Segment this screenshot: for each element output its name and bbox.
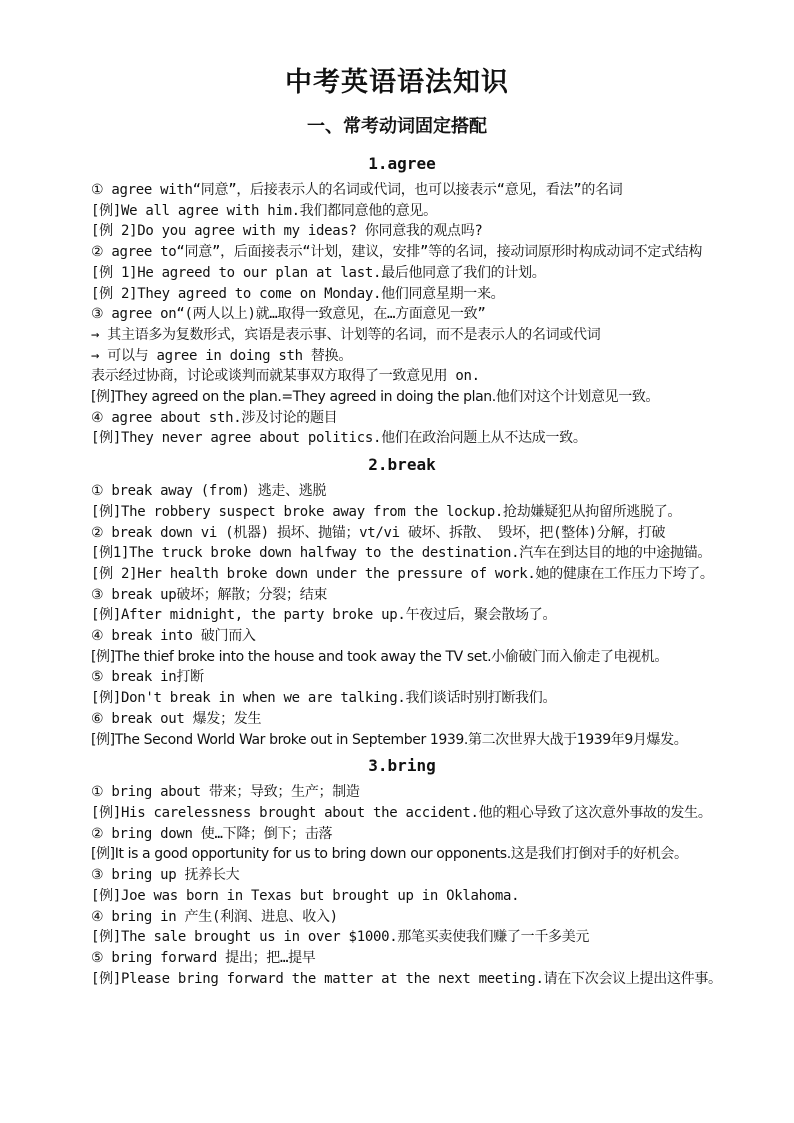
example-line: [例 2]Do you agree with my ideas? 你同意我的观点吗? xyxy=(91,223,483,240)
example-line: [例]They never agree about politics.他们在政治问题上从不达成一致。 xyxy=(91,430,587,447)
text-line: ④ bring in 产生(利润、进息、收入) xyxy=(91,908,338,925)
text-line: → 其主语多为复数形式，宾语是表示事、计划等的名词，而不是表示人的名词或代词 xyxy=(91,326,601,343)
heading-agree: 1.agree xyxy=(368,154,436,173)
example-line: [例]After midnight, the party broke up.午夜过后，聚会散场了。 xyxy=(91,607,557,624)
text-line: ③ bring up 抚养长大 xyxy=(91,867,240,884)
example-line: [例 2]They agreed to come on Monday.他们同意星期一来。 xyxy=(91,285,505,302)
text-line: ⑤ break in打断 xyxy=(91,669,204,686)
text-line: ③ break up破坏；解散；分裂；结束 xyxy=(91,586,328,603)
page-title: 中考英语语法知识 xyxy=(285,67,509,98)
example-line: [例]Don't break in when we are talking.我们谈话时别打断我们。 xyxy=(91,690,557,707)
text-line: ④ break into 破门而入 xyxy=(91,628,256,645)
text-line: ② bring down 使…下降；倒下；击落 xyxy=(91,825,333,842)
text-line: ② break down vi (机器) 损坏、抛锚；vt/vi 破坏、拆散、 毁坏，把(整体)分解，打破 xyxy=(91,524,666,541)
text-line: ① agree with“同意”，后接表示人的名词或代词，也可以接表示“意见，看法”的名词 xyxy=(91,182,623,198)
section-subtitle: 一、常考动词固定搭配 xyxy=(307,116,487,137)
example-line: [例]They agreed on the plan.=They agreed in doing the plan.他们对这个计划意见一致。 xyxy=(91,389,660,406)
example-line: [例]Joe was born in Texas but brought up in Oklahoma. xyxy=(91,887,520,904)
example-line: [例]We all agree with him.我们都同意他的意见。 xyxy=(91,202,437,219)
example-line: [例1]The truck broke down halfway to the destination.汽车在到达目的地的中途抛锚。 xyxy=(91,545,712,562)
text-line: ② agree to“同意”，后面接表示“计划，建议，安排”等的名词，接动词原形时构成动词不定式结构 xyxy=(91,244,703,261)
example-line: [例]Please bring forward the matter at the next meeting.请在下次会议上提出这件事。 xyxy=(91,970,722,987)
heading-break: 2.break xyxy=(368,455,436,475)
example-line: [例]The thief broke into the house and took away the TV set.小偷破门而入偷走了电视机。 xyxy=(91,648,668,665)
text-line: ③ agree on“(两人以上)就…取得一致意见，在…方面意见一致” xyxy=(91,306,486,323)
example-line: [例]The robbery suspect broke away from the lockup.抢劫嫌疑犯从拘留所逃脱了。 xyxy=(91,503,682,520)
heading-bring: 3.bring xyxy=(368,756,436,776)
example-line: [例 1]He agreed to our plan at last.最后他同意了我们的计划。 xyxy=(91,264,546,281)
example-line: [例]His carelessness brought about the accident.他的粗心导致了这次意外事故的发生。 xyxy=(91,804,712,821)
example-line: [例 2]Her health broke down under the pressure of work.她的健康在工作压力下垮了。 xyxy=(91,565,714,582)
text-line: ① break away (from) 逃走、逃脱 xyxy=(91,483,327,500)
text-line: ⑥ break out 爆发；发生 xyxy=(91,710,262,727)
text-line: 表示经过协商，讨论或谈判而就某事双方取得了一致意见用 on. xyxy=(91,368,480,385)
example-line: [例]It is a good opportunity for us to bring down our opponents.这是我们打倒对手的好机会。 xyxy=(91,846,688,863)
text-line: ① bring about 带来；导致；生产；制造 xyxy=(91,784,360,801)
example-line: [例]The Second World War broke out in September 1939.第二次世界大战于1939年9月爆发。 xyxy=(91,731,688,748)
example-line: [例]The sale brought us in over $1000.那笔买卖使我们赚了一千多美元 xyxy=(91,929,590,946)
text-line: ④ agree about sth.涉及讨论的题目 xyxy=(91,409,338,426)
text-line: ⑤ bring forward 提出；把…提早 xyxy=(91,949,316,966)
text-line: → 可以与 agree in doing sth 替换。 xyxy=(91,347,353,364)
document-body xyxy=(61,148,743,989)
